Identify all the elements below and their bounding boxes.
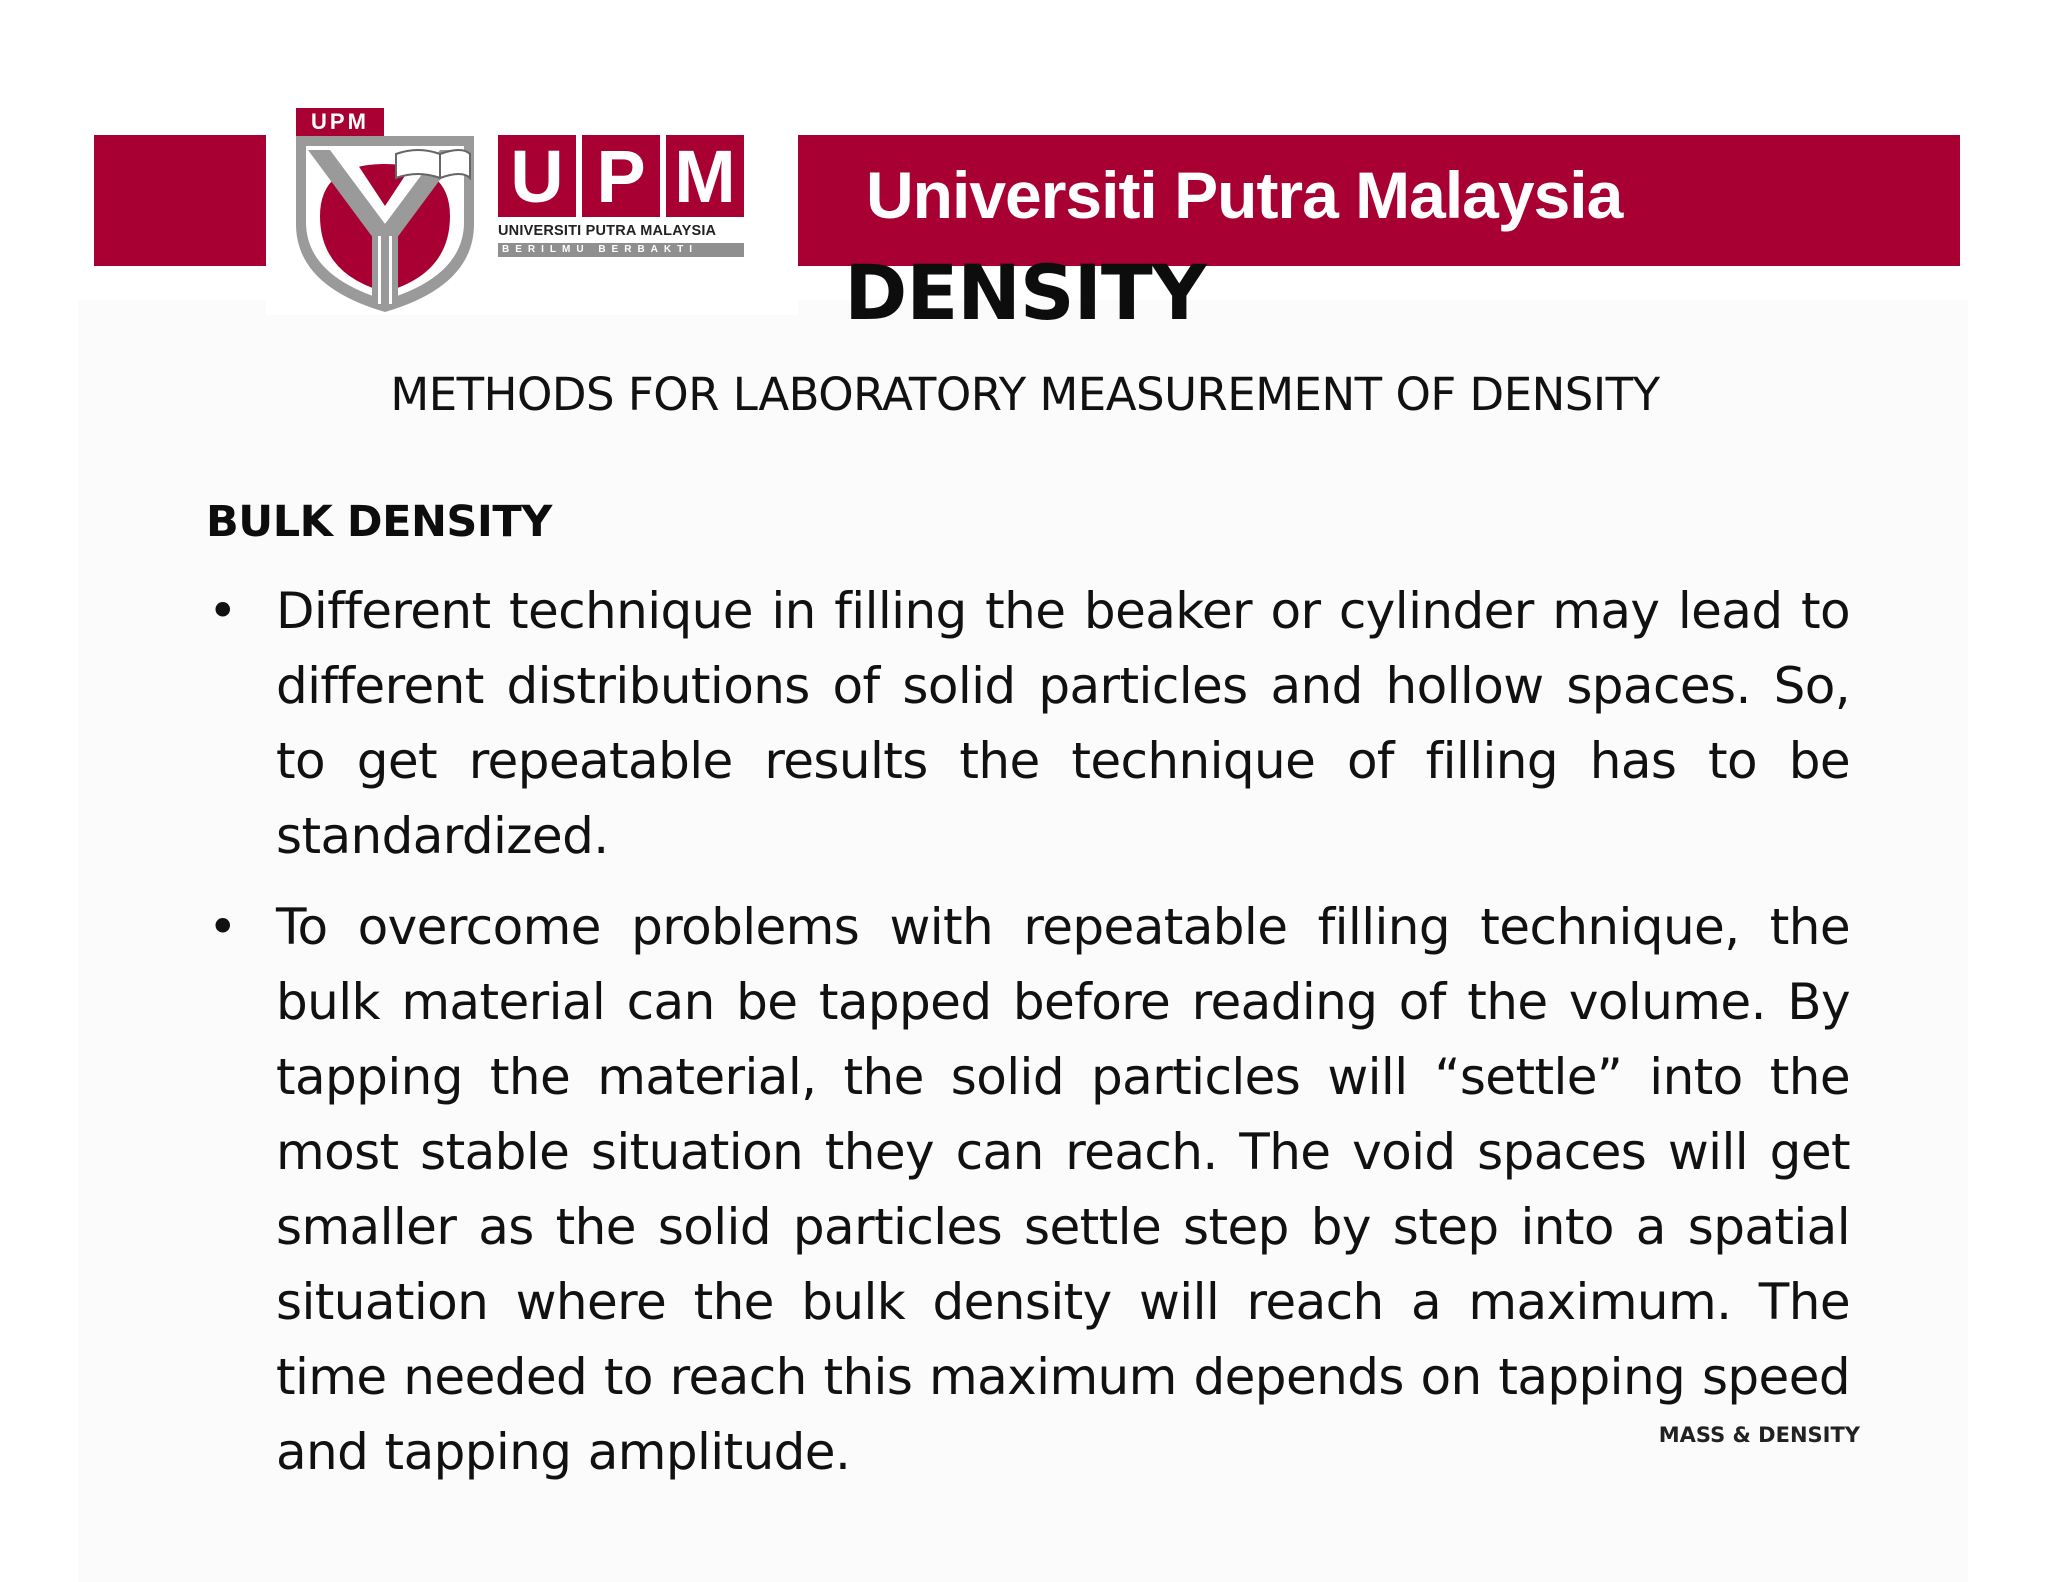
slide-subtitle: METHODS FOR LABORATORY MEASUREMENT OF DENSITY (390, 368, 1660, 421)
wordmark-letter-p: P (582, 135, 660, 217)
bullet-icon: • (208, 582, 238, 640)
wordmark-letters (498, 135, 748, 217)
wordmark-letter-m: M (666, 135, 744, 217)
bullet-list (200, 574, 1850, 1506)
bullet-item (200, 890, 1850, 1490)
bullet-text: To overcome problems with repeatable filling technique, the bulk material can be tapped before reading of the volume. By tapping the material, the solid particles will “settle” into the most stable situation they can reach. The void spaces will get smaller as the solid particles settle step by step into a spatial situation where the bulk density will reach a maximum. The time needed to reach this maximum depends on tapping speed and tapping amplitude. (276, 898, 1850, 1481)
upm-wordmark (498, 135, 748, 267)
university-name-banner: Universiti Putra Malaysia (866, 158, 1623, 232)
bullet-icon: • (208, 898, 238, 956)
wordmark-university-name: UNIVERSITI PUTRA MALAYSIA (498, 223, 717, 239)
bullet-text: Different technique in filling the beaker or cylinder may lead to different distributions of solid particles and hollow spaces. So, to get repeatable results the technique of filling has to be standardized. (276, 582, 1850, 865)
header-band-left (94, 135, 266, 266)
section-heading: BULK DENSITY (206, 497, 552, 547)
crest-badge-text: UPM (311, 109, 369, 134)
wordmark-letter-u: U (498, 135, 576, 217)
slide-title: DENSITY (844, 248, 1206, 337)
wordmark-motto: BERILMU BERBAKTI (498, 243, 744, 257)
bullet-item (200, 574, 1850, 874)
footer-label: MASS & DENSITY (1658, 1423, 1860, 1447)
